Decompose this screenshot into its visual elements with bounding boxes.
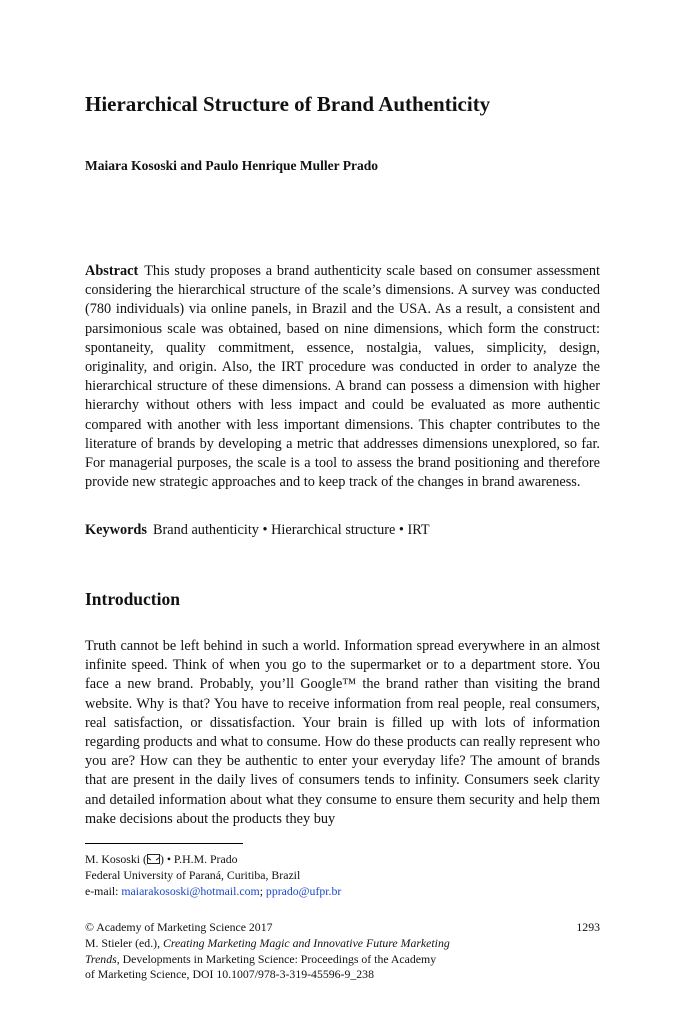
footnote-authors: M. Kososki ( ) • P.H.M. Prado — [85, 852, 238, 866]
citation-line-3: of Marketing Science, DOI 10.1007/978-3-319-45596-9_238 — [85, 967, 374, 982]
copyright-line: © Academy of Marketing Science 2017 — [85, 920, 273, 934]
page-number: 1293 — [576, 920, 600, 934]
keywords-label: Keywords — [85, 522, 147, 538]
abstract — [85, 262, 600, 492]
abstract-text: This study proposes a brand authenticity scale based on consumer assessment considering the hierarchical structure of the scale’s dimensions. A survey was conducted (780 individuals) via online panels, in Brazil and the USA. As a result, a consistent and parsimonious scale was obtained, based on nine dimensions, which form the construct: spontaneity, quality commitment, essence, nostalgia, values, simplicity, design, originality, and origin. Also, the IRT procedure was conducted in order to analyze the hierarchical structure of these dimensions. A brand can possess a dimension with higher hierarchy without others with less impact and could be evaluated as more authentic compared with another with less important dimensions. This chapter contributes to the literature of brands by developing a metric that addresses dimensions unexplored, so far. For managerial purposes, the scale is a tool to assess the brand positioning and therefore provide new strategic approaches and to keep track of the changes in brand awareness. — [85, 263, 600, 491]
email-link-prado[interactable]: pprado@ufpr.br — [265, 883, 342, 898]
copyright-block — [85, 920, 600, 983]
footnote-email: e-mail: maiarakososki@hotmail.com; pprado@ufpr.br — [85, 883, 342, 898]
citation-line-2: Trends, Developments in Marketing Science: Proceedings of the Academy — [85, 951, 437, 966]
keywords-text: Brand authenticity • Hierarchical structure • IRT — [152, 522, 430, 538]
citation-line-1: M. Stieler (ed.), Creating Marketing Magic and Innovative Future Marketing — [85, 935, 450, 950]
email-link-kososki[interactable]: maiarakososki@hotmail.com — [121, 883, 260, 898]
author-list: Maiara Kososki and Paulo Henrique Muller Prado — [85, 158, 379, 173]
paper-title: Hierarchical Structure of Brand Authenticity — [85, 92, 491, 116]
introduction-text: Truth cannot be left behind in such a world. Information spread everywhere in an almost infinite speed. Think of when you go to the supermarket or to a department store. You face a new brand. Probably, you’ll Google™ the brand rather than visiting the brand website. Why is that? You have to receive information from real people, real consumers, real satisfaction, or dissatisfaction. Your brain is filled up with lots of information regarding products and what to consume. How do these products can really represent who you are? How can they be authentic to enter your everyday life? The amount of brands that are present in the daily lives of consumers tends to infinity. Consumers seek clarity and detailed information about what they consume to ensure them security and help them make decisions about the products they buy — [85, 638, 600, 827]
footnote-divider — [85, 843, 243, 844]
abstract-label: Abstract — [85, 263, 139, 279]
footnote-affiliation: Federal University of Paraná, Curitiba, Brazil — [85, 867, 301, 882]
keywords — [85, 522, 430, 539]
section-heading-introduction: Introduction — [85, 589, 180, 609]
author-footnote — [85, 852, 341, 899]
envelope-icon — [147, 854, 160, 864]
